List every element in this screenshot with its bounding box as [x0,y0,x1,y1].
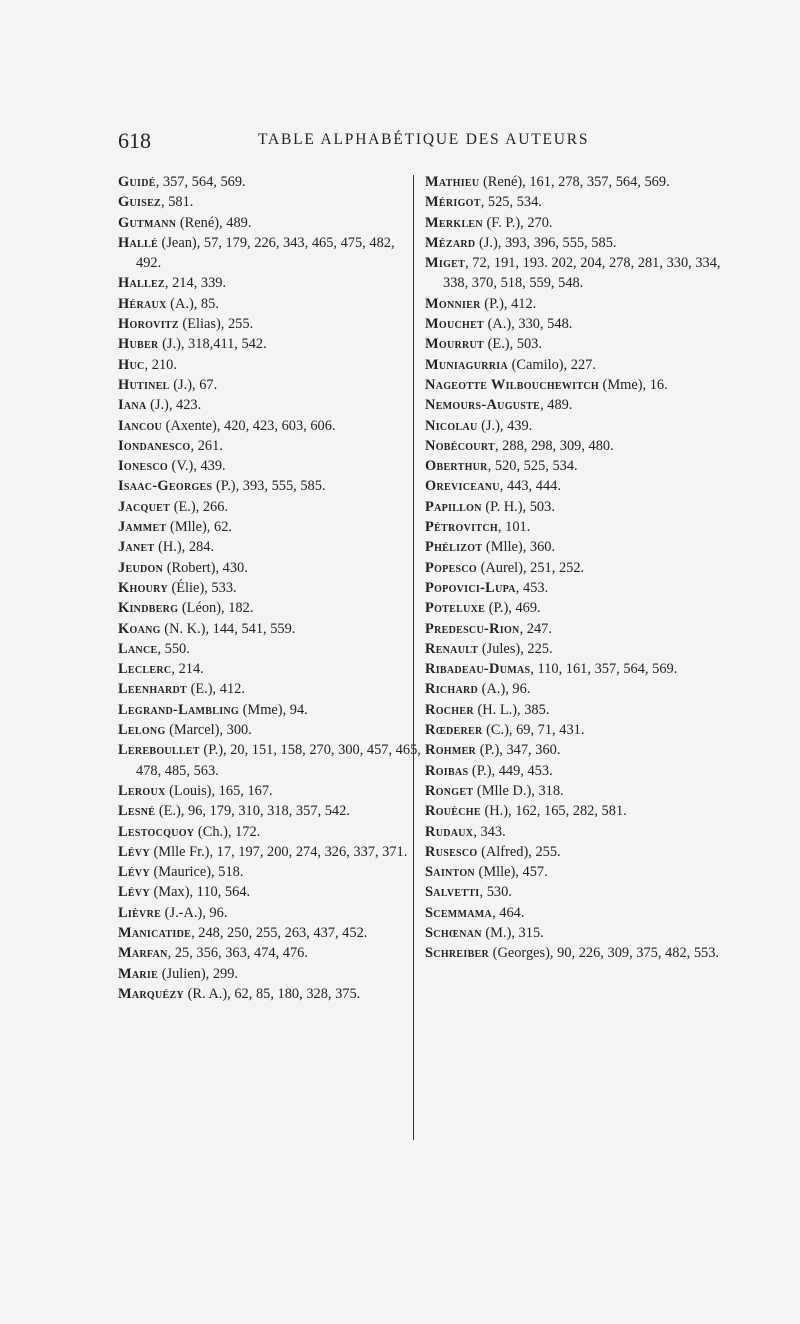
author-name: Mézard [425,234,476,251]
left-column [118,172,423,1004]
author-name: Schreiber [425,945,490,962]
index-entry [118,639,423,659]
page-references: (Marcel), 300. [165,722,252,739]
author-name: Lièvre [118,904,162,921]
running-title: TABLE ALPHABÉTIQUE DES AUTEURS [258,131,590,148]
index-entry [118,882,423,902]
author-name: Horovitz [118,316,179,333]
index-entry [425,314,743,334]
index-entry [425,781,743,801]
index-entry [118,700,423,720]
index-entry [118,476,423,496]
author-name: Lance [118,640,158,657]
author-name: Lévy [118,864,150,881]
page-references: (Julien), 299. [158,965,239,982]
page-references: (J.), 318,411, 542. [158,336,267,353]
index-entry [118,619,423,639]
index-entry [425,233,743,253]
page-references: (J.), 393, 396, 555, 585. [475,234,617,251]
index-entry [118,192,423,212]
page-references: (J.), 67. [169,376,218,393]
author-name: Predescu-Rion [425,620,520,637]
author-name: Phélizot [425,539,483,556]
index-entry [425,334,743,354]
index-entry [118,233,423,274]
page-references: (Robert), 430. [163,559,248,576]
index-entry [118,416,423,436]
author-name: Marfan [118,945,168,962]
page-references: (N. K.), 144, 541, 559. [160,620,296,637]
index-entry [425,700,743,720]
author-name: Nemours-Auguste [425,397,541,414]
index-entry [425,619,743,639]
page-references: , 247. [519,620,552,637]
index-entry [425,923,743,943]
index-entry [425,375,743,395]
page-references: (Jules), 225. [478,640,553,657]
index-entry [118,923,423,943]
author-name: Lesné [118,803,156,820]
index-entry [118,213,423,233]
index-entry [118,436,423,456]
page-references: , 581. [161,194,194,211]
page-references: , 453. [515,579,549,596]
index-entry [425,476,743,496]
author-name: Ribadeau-Dumas [425,661,531,678]
author-name: Jammet [118,519,167,536]
author-name: Marie [118,965,159,982]
author-name: Salvetti [425,884,480,901]
page-references: (Élie), 533. [167,579,237,596]
index-entry [118,456,423,476]
author-name: Huc [118,356,145,373]
author-name: Legrand-Lambling [118,701,240,718]
index-entry [118,943,423,963]
author-name: Iancou [118,417,163,434]
author-name: Popesco [425,559,478,576]
author-name: Monnier [425,295,481,312]
index-entry [425,253,743,294]
index-entry [118,273,423,293]
page-references: (Mme), 16. [598,376,668,393]
page-references: (René), 161, 278, 357, 564, 569. [479,174,670,190]
index-entry [425,679,743,699]
page-references: (Camilo), 227. [508,356,596,373]
index-entry [425,517,743,537]
page-references: (H. L.), 385. [473,701,550,718]
index-entry [118,355,423,375]
page-references: (R. A.), 62, 85, 180, 328, 375. [184,985,361,1002]
page-references: , 210. [144,356,177,373]
index-entry [425,822,743,842]
index-entry [118,395,423,415]
author-name: Manicatide [118,924,192,941]
page-references: (E.), 503. [484,336,542,353]
page-references: , 101. [497,519,531,536]
index-entry [425,436,743,456]
author-name: Oberthur [425,458,488,475]
page-references: (P.), 412. [480,295,537,312]
author-name: Rohmer [425,742,477,759]
page-references: (P.), 20, 151, 158, 270, 300, 457, 465, 478, 485, 563. [136,742,421,779]
index-entry [118,497,423,517]
page-references: (Louis), 165, 167. [165,782,273,799]
author-name: Muniagurria [425,356,508,373]
author-name: Ronget [425,782,474,799]
index-entry [118,679,423,699]
page-references: (Mlle), 62. [166,519,232,536]
author-name: Rusesco [425,843,478,860]
page-references: , 72, 191, 193. 202, 204, 278, 281, 330, 334, 338, 370, 518, 559, 548. [443,255,721,292]
page-references: , 261. [190,437,223,454]
page-references: (A.), 330, 548. [484,316,573,333]
page-number: 618 [118,128,151,153]
index-entry [425,659,743,679]
author-name: Nobécourt [425,437,495,454]
page-references: (René), 489. [176,214,252,231]
author-name: Hutinel [118,376,170,393]
page-references: (M.), 315. [481,924,544,941]
page-references: , 248, 250, 255, 263, 437, 452. [191,924,368,941]
index-entry [425,720,743,740]
page-references: , 214, 339. [164,275,227,292]
index-entry [425,740,743,760]
author-name: Guisez [118,194,162,211]
index-entry [425,294,743,314]
page-references: (H.), 162, 165, 282, 581. [480,803,627,820]
page-references: (E.), 412. [186,681,245,698]
page-references: (Mlle), 360. [482,539,556,556]
page-references: (Alfred), 255. [477,843,561,860]
index-entry [118,720,423,740]
author-name: Merklen [425,214,483,231]
author-name: Hallez [118,275,165,292]
page-references: (A.), 85. [166,295,219,312]
author-name: Mérigot [425,194,481,211]
page-references: , 110, 161, 357, 564, 569. [530,661,678,678]
page-references: (J.), 423. [146,397,202,414]
author-name: Koang [118,620,161,637]
page-references: (A.), 96. [478,681,531,698]
page-references: (C.), 69, 71, 431. [482,722,585,739]
page-references: (Maurice), 518. [149,864,244,881]
index-entry [118,659,423,679]
author-name: Leenhardt [118,681,187,698]
page-references: , 464. [492,904,525,921]
author-name: Roibas [425,762,469,779]
author-name: Rudaux [425,823,474,840]
page-references: (Mlle Fr.), 17, 197, 200, 274, 326, 337, 371. [149,843,408,860]
author-name: Iondanesco [118,437,191,454]
author-name: Rocher [425,701,474,718]
index-entry [425,862,743,882]
index-entry [425,842,743,862]
index-entry [425,497,743,517]
index-entry [118,842,423,862]
author-name: Renault [425,640,479,657]
index-entry [118,314,423,334]
author-name: Popovici-Lupa [425,579,516,596]
index-entry [118,578,423,598]
index-entry [425,355,743,375]
author-name: Mathieu [425,174,480,190]
page-references: (J.), 439. [477,417,533,434]
index-entry [118,172,423,192]
author-name: Mouchet [425,316,485,333]
author-name: Marquézy [118,985,184,1002]
index-entry [425,903,743,923]
page-references: (Axente), 420, 423, 603, 606. [162,417,336,434]
index-entry [118,375,423,395]
author-name: Nageotte Wilbouchewitch [425,376,599,393]
author-name: Scemmama [425,904,493,921]
author-name: Miget [425,255,466,272]
author-name: Rœderer [425,722,483,739]
author-name: Guidé [118,174,156,190]
index-entry [118,517,423,537]
page-references: , 343. [473,823,506,840]
author-name: Richard [425,681,479,698]
page-references: , 489. [540,397,573,414]
index-entry [425,537,743,557]
author-name: Kindberg [118,600,179,617]
index-entry [118,558,423,578]
page-references: (Mlle D.), 318. [473,782,564,799]
index-entry [425,456,743,476]
index-entry [118,781,423,801]
index-entry [118,862,423,882]
author-name: Rouèche [425,803,481,820]
page-references: , 25, 356, 363, 474, 476. [167,945,308,962]
author-name: Lelong [118,722,166,739]
index-entry [425,801,743,821]
page-references: (Max), 110, 564. [149,884,251,901]
page-references: , 520, 525, 534. [487,458,578,475]
author-name: Isaac-Georges [118,478,213,495]
page-references: , 525, 534. [480,194,542,211]
right-column [425,172,743,964]
index-entry [425,639,743,659]
page-references: (P. H.), 503. [481,498,555,515]
author-name: Sainton [425,864,475,881]
author-name: Huber [118,336,159,353]
index-entry [425,558,743,578]
author-name: Papillon [425,498,482,515]
author-name: Lévy [118,843,150,860]
author-name: Hallé [118,234,158,251]
author-name: Schœnan [425,924,482,941]
page-references: , 357, 564, 569. [155,174,246,190]
page-references: (P.), 469. [485,600,541,617]
page-references: (Jean), 57, 179, 226, 343, 465, 475, 482, 492. [136,234,395,272]
index-entry [425,395,743,415]
page-references: (Léon), 182. [178,600,254,617]
author-name: Khoury [118,579,168,596]
page-references: (P.), 449, 453. [468,762,553,779]
author-name: Pétrovitch [425,519,498,536]
author-name: Oreviceanu [425,478,500,495]
index-entry [425,578,743,598]
page-references: , 443, 444. [499,478,561,495]
index-entry [118,598,423,618]
index-entry [118,537,423,557]
author-name: Jeudon [118,559,164,576]
author-name: Lereboullet [118,742,200,759]
page-references: (J.-A.), 96. [161,904,228,921]
index-entry [425,598,743,618]
author-name: Leroux [118,782,166,799]
page-references: (Ch.), 172. [194,823,261,840]
index-entry [425,192,743,212]
page-references: (F. P.), 270. [482,214,553,231]
page-references: (Aurel), 251, 252. [477,559,585,576]
author-name: Héraux [118,295,167,312]
page-references: (V.), 439. [167,458,226,475]
index-entry [425,761,743,781]
index-entry [118,822,423,842]
author-name: Janet [118,539,155,556]
page-references: , 288, 298, 309, 480. [494,437,614,454]
author-name: Lestocquoy [118,823,195,840]
author-name: Iana [118,397,147,414]
author-name: Leclerc [118,661,172,678]
index-entry [118,334,423,354]
author-name: Gutmann [118,214,177,231]
index-entry [118,964,423,984]
author-name: Nicolau [425,417,478,434]
page-references: , 530. [479,884,512,901]
index-entry [425,172,743,192]
index-entry [118,984,423,1004]
index-entry [118,740,423,781]
index-entry [118,294,423,314]
author-name: Lévy [118,884,150,901]
page-references: (Mme), 94. [239,701,308,718]
page-references: , 214. [171,661,204,678]
page-references: (Georges), 90, 226, 309, 375, 482, 553. [489,945,720,962]
page-references: (P.), 347, 360. [476,742,561,759]
author-name: Ionesco [118,458,168,475]
page-references: (E.), 266. [170,498,229,515]
author-name: Jacquet [118,498,171,515]
page-references: (Elias), 255. [178,316,254,333]
page-references: , 550. [157,640,190,657]
index-entry [425,943,743,963]
index-entry [425,213,743,233]
page-references: (Mlle), 457. [474,864,548,881]
page-references: (H.), 284. [154,539,215,556]
author-name: Poteluxe [425,600,486,617]
author-name: Mourrut [425,336,485,353]
index-entry [425,416,743,436]
index-entry [425,882,743,902]
index-entry [118,801,423,821]
page-references: (P.), 393, 555, 585. [212,478,326,495]
index-entry [118,903,423,923]
page-references: (E.), 96, 179, 310, 318, 357, 542. [155,803,350,820]
